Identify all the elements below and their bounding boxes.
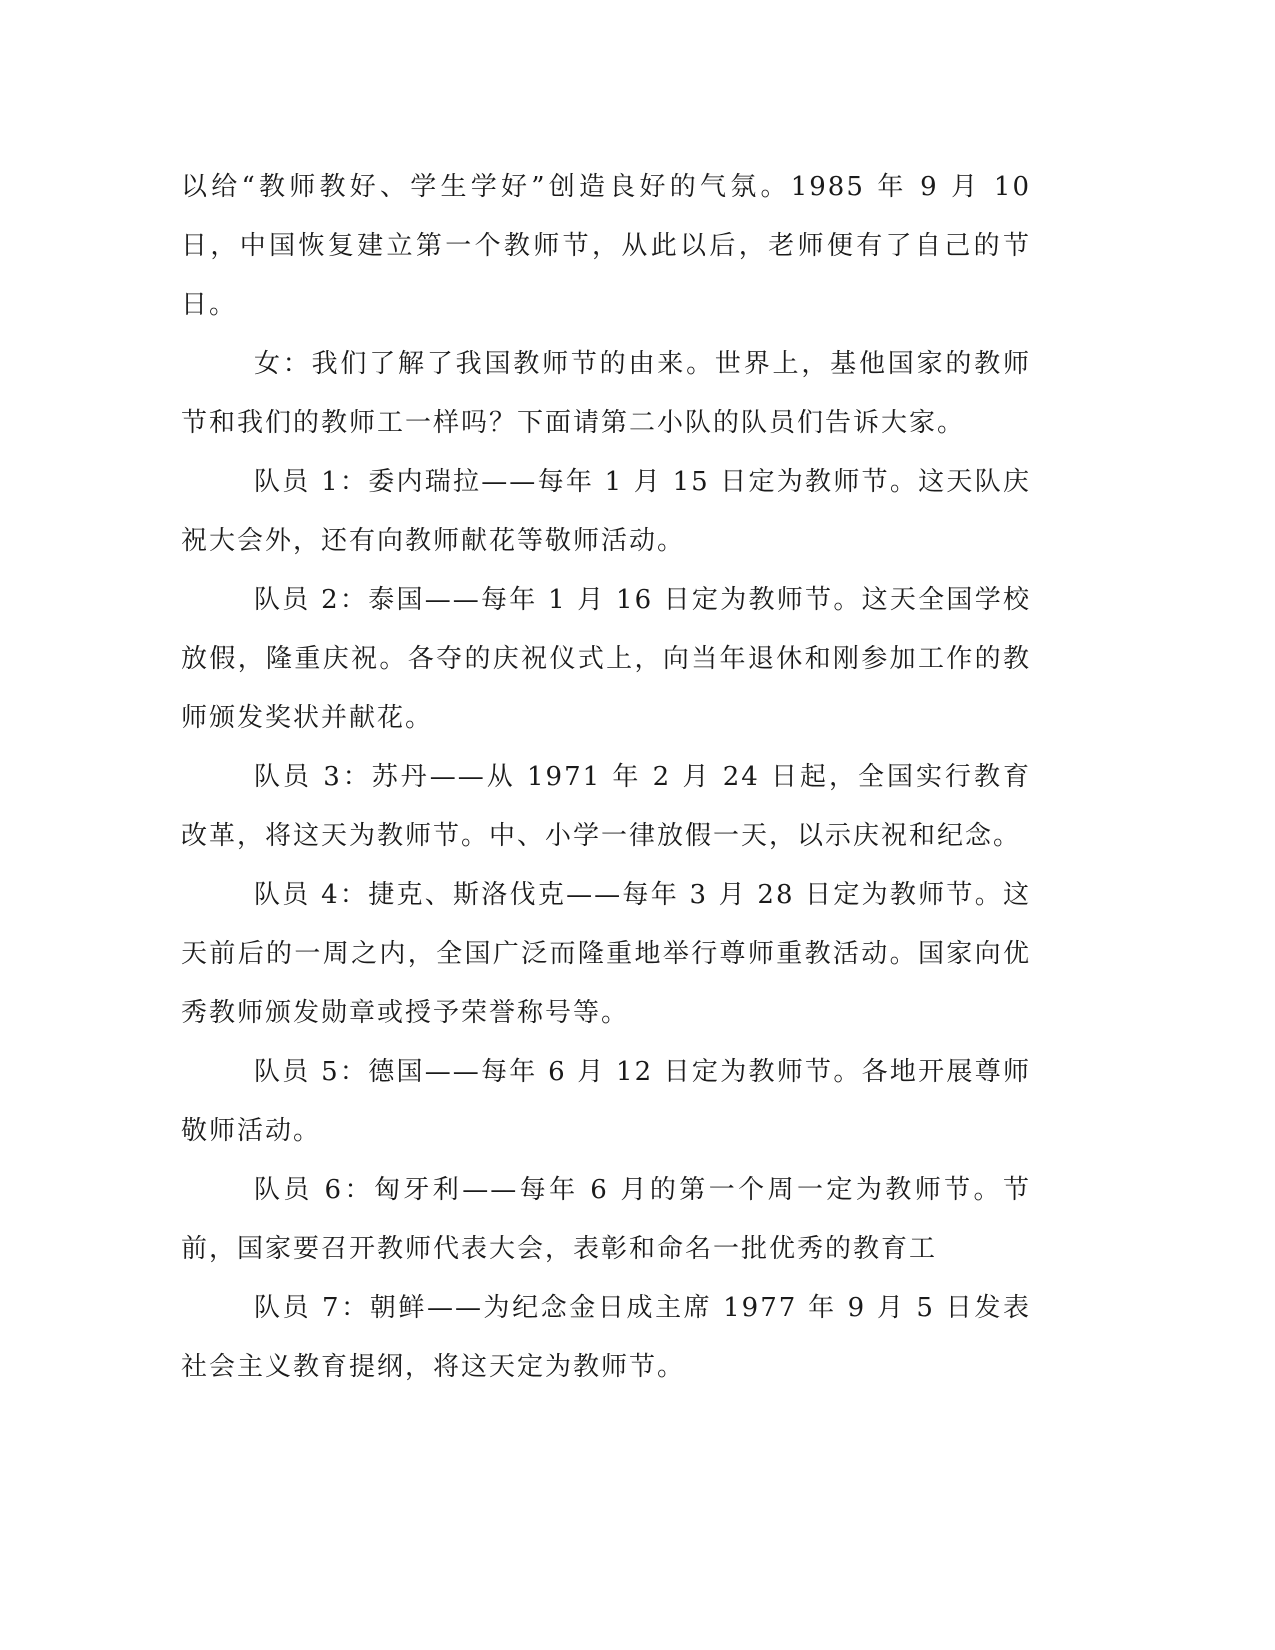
paragraph-member-5: 队员 5：德国——每年 6 月 12 日定为教师节。各地开展尊师敬师活动。	[181, 1057, 1031, 1146]
paragraph-member-3: 队员 3：苏丹——从 1971 年 2 月 24 日起，全国实行教育改革，将这天为教师节。中、小学一律放假一天，以示庆祝和纪念。	[181, 762, 1031, 851]
paragraph-member-1: 队员 1：委内瑞拉——每年 1 月 15 日定为教师节。这天队庆祝大会外，还有向教师献花等敬师活动。	[181, 467, 1031, 556]
paragraph-member-4: 队员 4：捷克、斯洛伐克——每年 3 月 28 日定为教师节。这天前后的一周之内，全国广泛而隆重地举行尊师重教活动。国家向优秀教师颁发勋章或授予荣誉称号等。	[181, 880, 1031, 1028]
paragraph-female-host: 女：我们了解了我国教师节的由来。世界上，基他国家的教师节和我们的教师工一样吗？下面请第二小队的队员们告诉大家。	[181, 349, 1031, 438]
document-body	[181, 158, 1031, 1397]
paragraph-member-6: 队员 6：匈牙利——每年 6 月的第一个周一定为教师节。节前，国家要召开教师代表大会，表彰和命名一批优秀的教育工	[181, 1175, 1031, 1264]
paragraph-member-2: 队员 2：泰国——每年 1 月 16 日定为教师节。这天全国学校放假，隆重庆祝。各夺的庆祝仪式上，向当年退休和刚参加工作的教师颁发奖状并献花。	[181, 585, 1031, 733]
paragraph-member-7: 队员 7：朝鲜——为纪念金日成主席 1977 年 9 月 5 日发表社会主义教育提纲，将这天定为教师节。	[181, 1293, 1031, 1382]
paragraph-teachers-day-origin: 以给“教师教好、学生学好”创造良好的气氛。1985 年 9 月 10 日，中国恢复建立第一个教师节，从此以后，老师便有了自己的节日。	[181, 172, 1031, 320]
